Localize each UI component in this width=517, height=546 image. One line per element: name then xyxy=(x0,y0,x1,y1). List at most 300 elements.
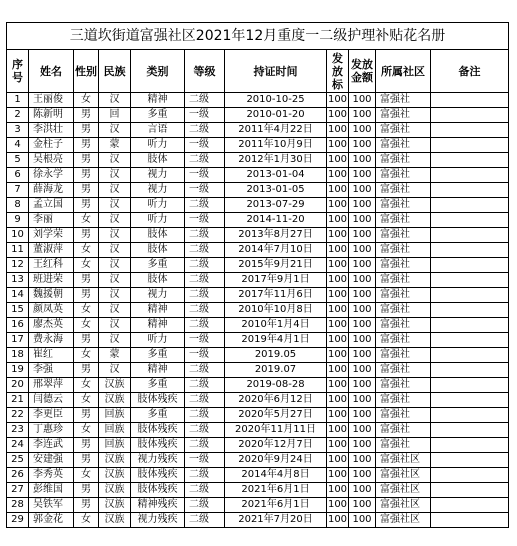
cell-category: 听力 xyxy=(131,213,185,228)
cell-amount: 100 xyxy=(349,138,376,153)
cell-category: 视力残疾 xyxy=(131,453,185,468)
cell-cert-date: 2010年10月8日 xyxy=(225,303,327,318)
cell-amount: 100 xyxy=(349,393,376,408)
table-row xyxy=(7,153,509,168)
cell-index: 28 xyxy=(7,498,29,513)
cell-gender: 女 xyxy=(74,393,99,408)
cell-community: 富强社 xyxy=(376,438,431,453)
cell-community: 富强社 xyxy=(376,168,431,183)
cell-standard: 100 xyxy=(327,243,349,258)
cell-cert-date: 2010-10-25 xyxy=(225,93,327,108)
cell-level: 二级 xyxy=(185,378,225,393)
cell-ethnicity: 汉 xyxy=(99,123,131,138)
cell-standard: 100 xyxy=(327,198,349,213)
cell-community: 富强社 xyxy=(376,348,431,363)
cell-level: 二级 xyxy=(185,228,225,243)
cell-index: 27 xyxy=(7,483,29,498)
cell-community: 富强社 xyxy=(376,258,431,273)
cell-cert-date: 2019.07 xyxy=(225,363,327,378)
cell-name: 薛海龙 xyxy=(29,183,74,198)
cell-ethnicity: 回族 xyxy=(99,438,131,453)
col-header-standard: 发放标 xyxy=(327,50,349,93)
table-row xyxy=(7,198,509,213)
cell-cert-date: 2011年10月9日 xyxy=(225,138,327,153)
table-row xyxy=(7,108,509,123)
cell-cert-date: 2010-01-20 xyxy=(225,108,327,123)
cell-index: 8 xyxy=(7,198,29,213)
cell-gender: 女 xyxy=(74,348,99,363)
cell-amount: 100 xyxy=(349,303,376,318)
cell-amount: 100 xyxy=(349,243,376,258)
cell-remarks xyxy=(431,168,509,183)
cell-gender: 男 xyxy=(74,123,99,138)
cell-remarks xyxy=(431,318,509,333)
cell-remarks xyxy=(431,213,509,228)
table-row xyxy=(7,363,509,378)
cell-level: 一级 xyxy=(185,183,225,198)
cell-amount: 100 xyxy=(349,153,376,168)
cell-standard: 100 xyxy=(327,408,349,423)
cell-remarks xyxy=(431,138,509,153)
cell-name: 陈新明 xyxy=(29,108,74,123)
cell-level: 二级 xyxy=(185,243,225,258)
cell-standard: 100 xyxy=(327,363,349,378)
cell-amount: 100 xyxy=(349,258,376,273)
table-row xyxy=(7,288,509,303)
table-row xyxy=(7,318,509,333)
cell-name: 王丽俊 xyxy=(29,93,74,108)
cell-category: 视力 xyxy=(131,168,185,183)
cell-remarks xyxy=(431,288,509,303)
cell-level: 二级 xyxy=(185,273,225,288)
cell-ethnicity: 汉 xyxy=(99,168,131,183)
cell-community: 富强社 xyxy=(376,123,431,138)
cell-standard: 100 xyxy=(327,288,349,303)
cell-name: 李洪壮 xyxy=(29,123,74,138)
cell-amount: 100 xyxy=(349,348,376,363)
cell-standard: 100 xyxy=(327,228,349,243)
cell-standard: 100 xyxy=(327,153,349,168)
cell-ethnicity: 汉 xyxy=(99,198,131,213)
cell-ethnicity: 汉 xyxy=(99,273,131,288)
cell-cert-date: 2020年5月27日 xyxy=(225,408,327,423)
cell-standard: 100 xyxy=(327,213,349,228)
cell-remarks xyxy=(431,483,509,498)
cell-community: 富强社 xyxy=(376,393,431,408)
table-row xyxy=(7,303,509,318)
header-row xyxy=(7,50,509,93)
cell-community: 富强社 xyxy=(376,318,431,333)
cell-cert-date: 2013-01-04 xyxy=(225,168,327,183)
cell-community: 富强社区 xyxy=(376,483,431,498)
table-row xyxy=(7,453,509,468)
cell-amount: 100 xyxy=(349,333,376,348)
cell-name: 颜凤英 xyxy=(29,303,74,318)
cell-gender: 女 xyxy=(74,513,99,528)
cell-index: 14 xyxy=(7,288,29,303)
cell-cert-date: 2017年9月1日 xyxy=(225,273,327,288)
cell-amount: 100 xyxy=(349,198,376,213)
cell-level: 二级 xyxy=(185,438,225,453)
col-header-remarks: 备注 xyxy=(431,50,509,93)
cell-cert-date: 2021年6月1日 xyxy=(225,483,327,498)
cell-index: 21 xyxy=(7,393,29,408)
cell-standard: 100 xyxy=(327,423,349,438)
cell-community: 富强社 xyxy=(376,183,431,198)
spreadsheet xyxy=(6,22,509,528)
cell-gender: 男 xyxy=(74,168,99,183)
cell-cert-date: 2011年4月22日 xyxy=(225,123,327,138)
cell-remarks xyxy=(431,498,509,513)
cell-remarks xyxy=(431,423,509,438)
cell-category: 精神残疾 xyxy=(131,498,185,513)
cell-gender: 男 xyxy=(74,483,99,498)
cell-community: 富强社 xyxy=(376,423,431,438)
cell-standard: 100 xyxy=(327,138,349,153)
cell-ethnicity: 汉 xyxy=(99,153,131,168)
table-row xyxy=(7,228,509,243)
cell-gender: 男 xyxy=(74,498,99,513)
cell-category: 肢体残疾 xyxy=(131,483,185,498)
cell-level: 一级 xyxy=(185,138,225,153)
cell-ethnicity: 汉族 xyxy=(99,498,131,513)
cell-community: 富强社 xyxy=(376,408,431,423)
cell-cert-date: 2015年9月21日 xyxy=(225,258,327,273)
cell-remarks xyxy=(431,243,509,258)
cell-index: 1 xyxy=(7,93,29,108)
cell-amount: 100 xyxy=(349,498,376,513)
cell-name: 李更臣 xyxy=(29,408,74,423)
cell-name: 李秀英 xyxy=(29,468,74,483)
cell-category: 视力 xyxy=(131,183,185,198)
cell-ethnicity: 汉 xyxy=(99,183,131,198)
cell-cert-date: 2020年12月7日 xyxy=(225,438,327,453)
cell-name: 魏援朝 xyxy=(29,288,74,303)
cell-community: 富强社 xyxy=(376,228,431,243)
cell-remarks xyxy=(431,153,509,168)
cell-standard: 100 xyxy=(327,123,349,138)
table-row xyxy=(7,348,509,363)
cell-index: 7 xyxy=(7,183,29,198)
cell-amount: 100 xyxy=(349,363,376,378)
cell-level: 二级 xyxy=(185,303,225,318)
cell-ethnicity: 汉 xyxy=(99,303,131,318)
cell-standard: 100 xyxy=(327,108,349,123)
cell-amount: 100 xyxy=(349,183,376,198)
cell-remarks xyxy=(431,333,509,348)
cell-cert-date: 2021年6月1日 xyxy=(225,498,327,513)
cell-standard: 100 xyxy=(327,303,349,318)
table-row xyxy=(7,513,509,528)
table-row xyxy=(7,468,509,483)
cell-ethnicity: 汉 xyxy=(99,333,131,348)
cell-community: 富强社 xyxy=(376,93,431,108)
col-header-amount: 发放金额 xyxy=(349,50,376,93)
cell-category: 多重 xyxy=(131,108,185,123)
cell-remarks xyxy=(431,228,509,243)
cell-index: 4 xyxy=(7,138,29,153)
cell-category: 视力残疾 xyxy=(131,513,185,528)
table-row xyxy=(7,273,509,288)
cell-name: 邢翠萍 xyxy=(29,378,74,393)
cell-cert-date: 2010年1月4日 xyxy=(225,318,327,333)
cell-cert-date: 2020年9月24日 xyxy=(225,453,327,468)
cell-level: 二级 xyxy=(185,408,225,423)
cell-community: 富强社 xyxy=(376,303,431,318)
cell-name: 崔红 xyxy=(29,348,74,363)
cell-cert-date: 2020年11月11日 xyxy=(225,423,327,438)
cell-index: 6 xyxy=(7,168,29,183)
cell-ethnicity: 汉 xyxy=(99,228,131,243)
cell-ethnicity: 汉族 xyxy=(99,468,131,483)
table-row xyxy=(7,423,509,438)
cell-gender: 男 xyxy=(74,198,99,213)
cell-gender: 男 xyxy=(74,153,99,168)
cell-category: 肢体残疾 xyxy=(131,468,185,483)
cell-community: 富强社区 xyxy=(376,513,431,528)
cell-community: 富强社 xyxy=(376,213,431,228)
cell-remarks xyxy=(431,363,509,378)
cell-index: 9 xyxy=(7,213,29,228)
cell-index: 3 xyxy=(7,123,29,138)
cell-name: 吴根亮 xyxy=(29,153,74,168)
cell-index: 12 xyxy=(7,258,29,273)
cell-community: 富强社 xyxy=(376,333,431,348)
table-body xyxy=(7,93,509,528)
cell-level: 二级 xyxy=(185,258,225,273)
col-header-cert-date: 持证时间 xyxy=(225,50,327,93)
cell-cert-date: 2019.05 xyxy=(225,348,327,363)
cell-gender: 男 xyxy=(74,183,99,198)
cell-category: 肢体 xyxy=(131,243,185,258)
cell-community: 富强社 xyxy=(376,378,431,393)
cell-index: 20 xyxy=(7,378,29,393)
table-row xyxy=(7,408,509,423)
cell-community: 富强社 xyxy=(376,273,431,288)
cell-level: 一级 xyxy=(185,333,225,348)
cell-gender: 男 xyxy=(74,108,99,123)
cell-category: 听力 xyxy=(131,333,185,348)
cell-amount: 100 xyxy=(349,483,376,498)
cell-ethnicity: 汉族 xyxy=(99,483,131,498)
table-row xyxy=(7,438,509,453)
cell-index: 22 xyxy=(7,408,29,423)
cell-level: 一级 xyxy=(185,348,225,363)
cell-gender: 女 xyxy=(74,213,99,228)
cell-gender: 男 xyxy=(74,333,99,348)
cell-category: 多重 xyxy=(131,408,185,423)
cell-community: 富强社 xyxy=(376,363,431,378)
cell-amount: 100 xyxy=(349,513,376,528)
cell-gender: 女 xyxy=(74,258,99,273)
cell-cert-date: 2014年7月10日 xyxy=(225,243,327,258)
cell-category: 多重 xyxy=(131,258,185,273)
cell-level: 一级 xyxy=(185,108,225,123)
cell-cert-date: 2013-01-05 xyxy=(225,183,327,198)
cell-category: 肢体 xyxy=(131,273,185,288)
cell-community: 富强社区 xyxy=(376,453,431,468)
cell-ethnicity: 蒙 xyxy=(99,348,131,363)
cell-standard: 100 xyxy=(327,318,349,333)
table-row xyxy=(7,123,509,138)
cell-category: 精神 xyxy=(131,318,185,333)
cell-remarks xyxy=(431,123,509,138)
cell-cert-date: 2014年4月8日 xyxy=(225,468,327,483)
cell-name: 金柱子 xyxy=(29,138,74,153)
cell-standard: 100 xyxy=(327,168,349,183)
cell-gender: 女 xyxy=(74,243,99,258)
cell-gender: 女 xyxy=(74,468,99,483)
cell-index: 11 xyxy=(7,243,29,258)
table-row xyxy=(7,333,509,348)
cell-ethnicity: 回族 xyxy=(99,408,131,423)
cell-level: 二级 xyxy=(185,483,225,498)
cell-ethnicity: 汉 xyxy=(99,213,131,228)
cell-amount: 100 xyxy=(349,123,376,138)
cell-amount: 100 xyxy=(349,108,376,123)
cell-remarks xyxy=(431,453,509,468)
cell-name: 吴铁军 xyxy=(29,498,74,513)
cell-name: 孟立国 xyxy=(29,198,74,213)
cell-index: 17 xyxy=(7,333,29,348)
cell-category: 肢体 xyxy=(131,153,185,168)
cell-level: 二级 xyxy=(185,423,225,438)
cell-category: 精神 xyxy=(131,93,185,108)
cell-index: 5 xyxy=(7,153,29,168)
cell-amount: 100 xyxy=(349,213,376,228)
cell-level: 二级 xyxy=(185,153,225,168)
cell-ethnicity: 蒙 xyxy=(99,138,131,153)
col-header-gender: 性别 xyxy=(74,50,99,93)
col-header-index: 序号 xyxy=(7,50,29,93)
cell-name: 班进荣 xyxy=(29,273,74,288)
cell-category: 听力 xyxy=(131,198,185,213)
cell-ethnicity: 汉 xyxy=(99,363,131,378)
cell-standard: 100 xyxy=(327,513,349,528)
cell-standard: 100 xyxy=(327,333,349,348)
cell-name: 费永海 xyxy=(29,333,74,348)
cell-index: 25 xyxy=(7,453,29,468)
cell-standard: 100 xyxy=(327,258,349,273)
cell-name: 董淑萍 xyxy=(29,243,74,258)
cell-category: 肢体残疾 xyxy=(131,393,185,408)
cell-amount: 100 xyxy=(349,408,376,423)
cell-cert-date: 2020年6月12日 xyxy=(225,393,327,408)
cell-ethnicity: 汉 xyxy=(99,318,131,333)
cell-index: 15 xyxy=(7,303,29,318)
cell-level: 二级 xyxy=(185,498,225,513)
cell-community: 富强社 xyxy=(376,138,431,153)
cell-index: 13 xyxy=(7,273,29,288)
cell-gender: 男 xyxy=(74,288,99,303)
cell-index: 24 xyxy=(7,438,29,453)
cell-community: 富强社 xyxy=(376,288,431,303)
cell-level: 二级 xyxy=(185,198,225,213)
col-header-category: 类别 xyxy=(131,50,185,93)
cell-name: 郭金花 xyxy=(29,513,74,528)
cell-standard: 100 xyxy=(327,273,349,288)
cell-standard: 100 xyxy=(327,483,349,498)
table-row xyxy=(7,243,509,258)
cell-name: 李丽 xyxy=(29,213,74,228)
cell-amount: 100 xyxy=(349,468,376,483)
table-row xyxy=(7,393,509,408)
cell-remarks xyxy=(431,408,509,423)
cell-cert-date: 2013年8月27日 xyxy=(225,228,327,243)
cell-amount: 100 xyxy=(349,438,376,453)
col-header-community: 所属社区 xyxy=(376,50,431,93)
cell-amount: 100 xyxy=(349,273,376,288)
cell-level: 二级 xyxy=(185,513,225,528)
cell-category: 听力 xyxy=(131,138,185,153)
cell-remarks xyxy=(431,513,509,528)
cell-index: 26 xyxy=(7,468,29,483)
cell-standard: 100 xyxy=(327,348,349,363)
cell-gender: 女 xyxy=(74,303,99,318)
col-header-ethnicity: 民族 xyxy=(99,50,131,93)
cell-remarks xyxy=(431,303,509,318)
cell-standard: 100 xyxy=(327,468,349,483)
cell-index: 23 xyxy=(7,423,29,438)
roster-table xyxy=(6,22,509,528)
cell-gender: 女 xyxy=(74,93,99,108)
cell-level: 二级 xyxy=(185,363,225,378)
cell-remarks xyxy=(431,468,509,483)
cell-ethnicity: 汉 xyxy=(99,93,131,108)
cell-cert-date: 2019年4月1日 xyxy=(225,333,327,348)
table-row xyxy=(7,138,509,153)
cell-cert-date: 2013-07-29 xyxy=(225,198,327,213)
cell-remarks xyxy=(431,108,509,123)
cell-standard: 100 xyxy=(327,453,349,468)
cell-community: 富强社 xyxy=(376,198,431,213)
cell-name: 廖杰英 xyxy=(29,318,74,333)
cell-amount: 100 xyxy=(349,288,376,303)
cell-index: 29 xyxy=(7,513,29,528)
col-header-level: 等级 xyxy=(185,50,225,93)
cell-ethnicity: 汉 xyxy=(99,243,131,258)
cell-cert-date: 2012年1月30日 xyxy=(225,153,327,168)
cell-community: 富强社 xyxy=(376,243,431,258)
cell-gender: 男 xyxy=(74,138,99,153)
cell-remarks xyxy=(431,273,509,288)
table-row xyxy=(7,498,509,513)
cell-remarks xyxy=(431,93,509,108)
cell-community: 富强社区 xyxy=(376,498,431,513)
cell-community: 富强社 xyxy=(376,108,431,123)
cell-remarks xyxy=(431,183,509,198)
cell-ethnicity: 汉族 xyxy=(99,453,131,468)
cell-amount: 100 xyxy=(349,318,376,333)
cell-name: 闫德云 xyxy=(29,393,74,408)
cell-ethnicity: 汉 xyxy=(99,258,131,273)
cell-level: 二级 xyxy=(185,318,225,333)
cell-level: 一级 xyxy=(185,453,225,468)
cell-category: 肢体残疾 xyxy=(131,438,185,453)
table-row xyxy=(7,378,509,393)
cell-level: 二级 xyxy=(185,93,225,108)
cell-community: 富强社区 xyxy=(376,468,431,483)
cell-cert-date: 2019-08-28 xyxy=(225,378,327,393)
table-row xyxy=(7,93,509,108)
cell-remarks xyxy=(431,393,509,408)
cell-index: 18 xyxy=(7,348,29,363)
cell-gender: 男 xyxy=(74,363,99,378)
cell-standard: 100 xyxy=(327,378,349,393)
cell-index: 10 xyxy=(7,228,29,243)
cell-level: 二级 xyxy=(185,123,225,138)
cell-gender: 男 xyxy=(74,438,99,453)
